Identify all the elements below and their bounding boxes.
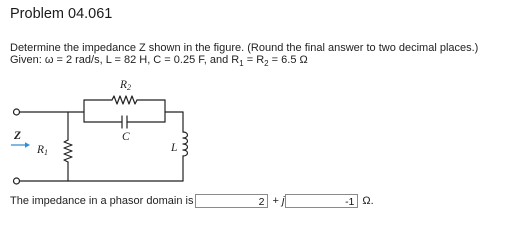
given-mid: = R (243, 54, 265, 66)
answer-row (10, 193, 374, 209)
plus-j-label: + j (272, 195, 285, 207)
real-part-input[interactable]: 2 (195, 194, 268, 208)
r1-resistor (64, 140, 72, 162)
label-r2: R2 (120, 79, 132, 92)
label-r1: R1 (37, 144, 49, 157)
problem-title: Problem 04.061 (10, 6, 113, 22)
problem-instruction: Determine the impedance Z shown in the figure. (Round the final answer to two decimal places.) (10, 42, 479, 54)
r2-resistor (112, 96, 137, 104)
given-r2-sub: 2 (264, 59, 269, 69)
label-z: Z (14, 130, 22, 142)
label-c: C (122, 131, 130, 143)
unit-label: Ω. (362, 195, 374, 207)
z-arrow (11, 142, 30, 148)
answer-prompt: The impedance in a phasor domain is (10, 195, 194, 207)
label-l: L (171, 142, 178, 154)
inductor-coil (183, 132, 188, 156)
given-suffix: = 6.5 Ω (268, 54, 308, 66)
bottom-terminal (14, 178, 20, 184)
imaginary-part-input[interactable]: -1 (285, 194, 358, 208)
given-r1-sub: 1 (239, 59, 244, 69)
top-terminal (14, 109, 20, 115)
given-prefix: Given: ω = 2 rad/s, L = 82 H, C = 0.25 F, and R (10, 54, 240, 66)
